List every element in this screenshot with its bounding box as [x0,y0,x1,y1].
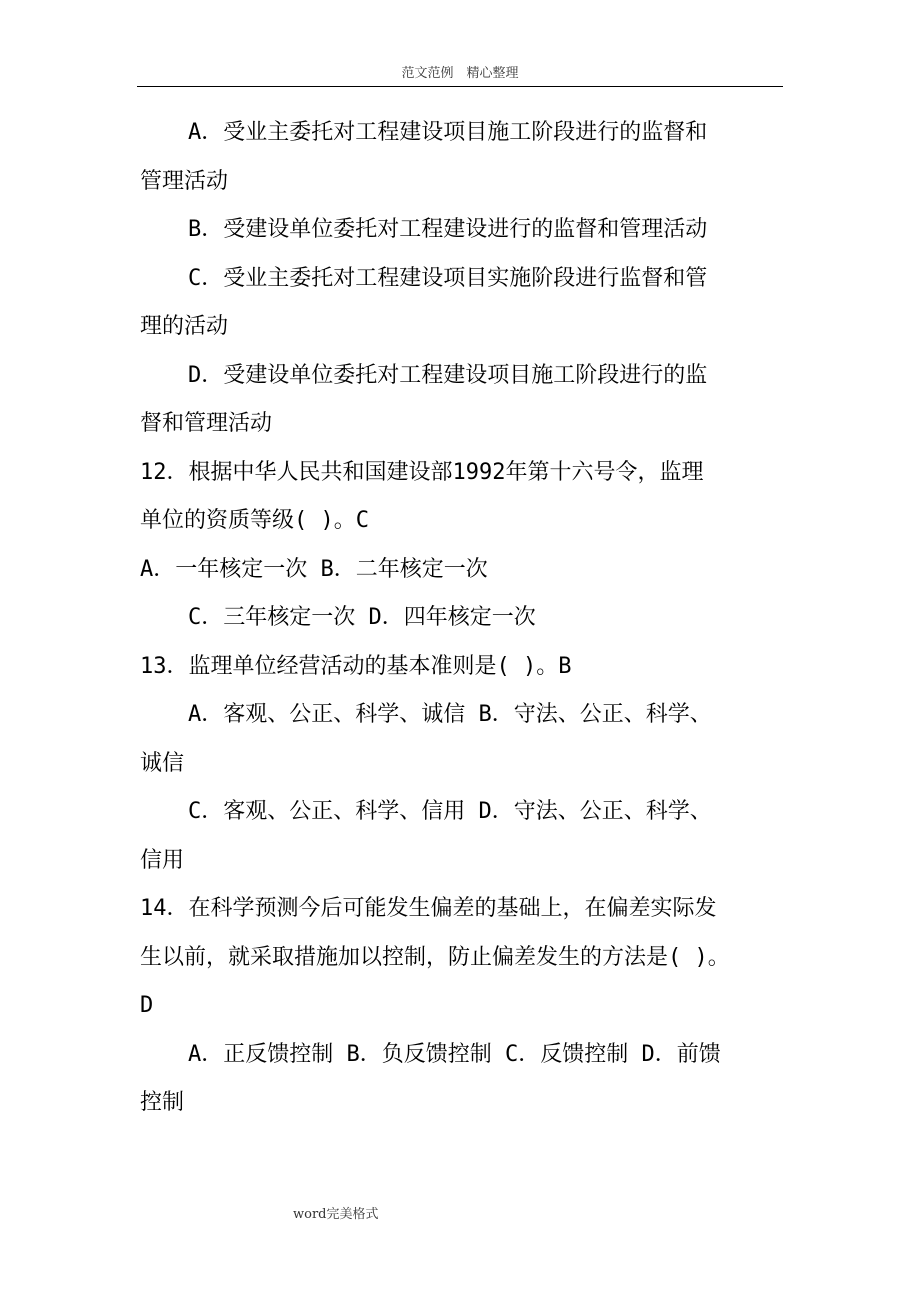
question-13-options-ab: A．客观、公正、科学、诚信 B．守法、公正、科学、 [188,702,712,727]
question-14-stem: 14．在科学预测今后可能发生偏差的基础上，在偏差实际发 [140,896,717,921]
document-body [140,109,790,1128]
question-12-stem: 12．根据中华人民共和国建设部1992年第十六号令，监理 [140,459,704,485]
question-13-options-cd-cont: 信用 [140,847,185,873]
question-12-options-ab: A．一年核定一次 B．二年核定一次 [140,556,488,582]
question-14-stem-cont: 生以前，就采取措施加以控制，防止偏差发生的方法是( )。 [140,944,730,970]
question-14-options-cont: 控制 [140,1090,185,1115]
page-footer: word完美格式 [293,1207,379,1222]
question-11-option-a: A．受业主委托对工程建设项目施工阶段进行的监督和 [188,120,708,145]
question-12-stem-cont: 单位的资质等级( )。C [140,508,369,533]
question-14-answer: D [140,993,154,1018]
question-13-options-cd: C．客观、公正、科学、信用 D．守法、公正、科学、 [188,799,712,824]
question-12-options-cd: C．三年核定一次 D．四年核定一次 [188,605,536,630]
question-11-option-d-cont: 督和管理活动 [140,411,273,436]
question-13-options-ab-cont: 诚信 [140,750,185,776]
page-header: 范文范例 精心整理 [137,64,783,87]
question-13-stem: 13．监理单位经营活动的基本准则是( )。B [140,653,572,679]
question-11-option-b: B．受建设单位委托对工程建设进行的监督和管理活动 [188,217,708,242]
question-14-options: A．正反馈控制 B．负反馈控制 C．反馈控制 D．前馈 [188,1041,721,1067]
question-11-option-a-cont: 管理活动 [140,168,229,194]
question-11-option-c: C．受业主委托对工程建设项目实施阶段进行监督和管 [188,265,708,291]
question-11-option-c-cont: 理的活动 [140,314,229,339]
question-11-option-d: D．受建设单位委托对工程建设项目施工阶段进行的监 [188,362,708,388]
